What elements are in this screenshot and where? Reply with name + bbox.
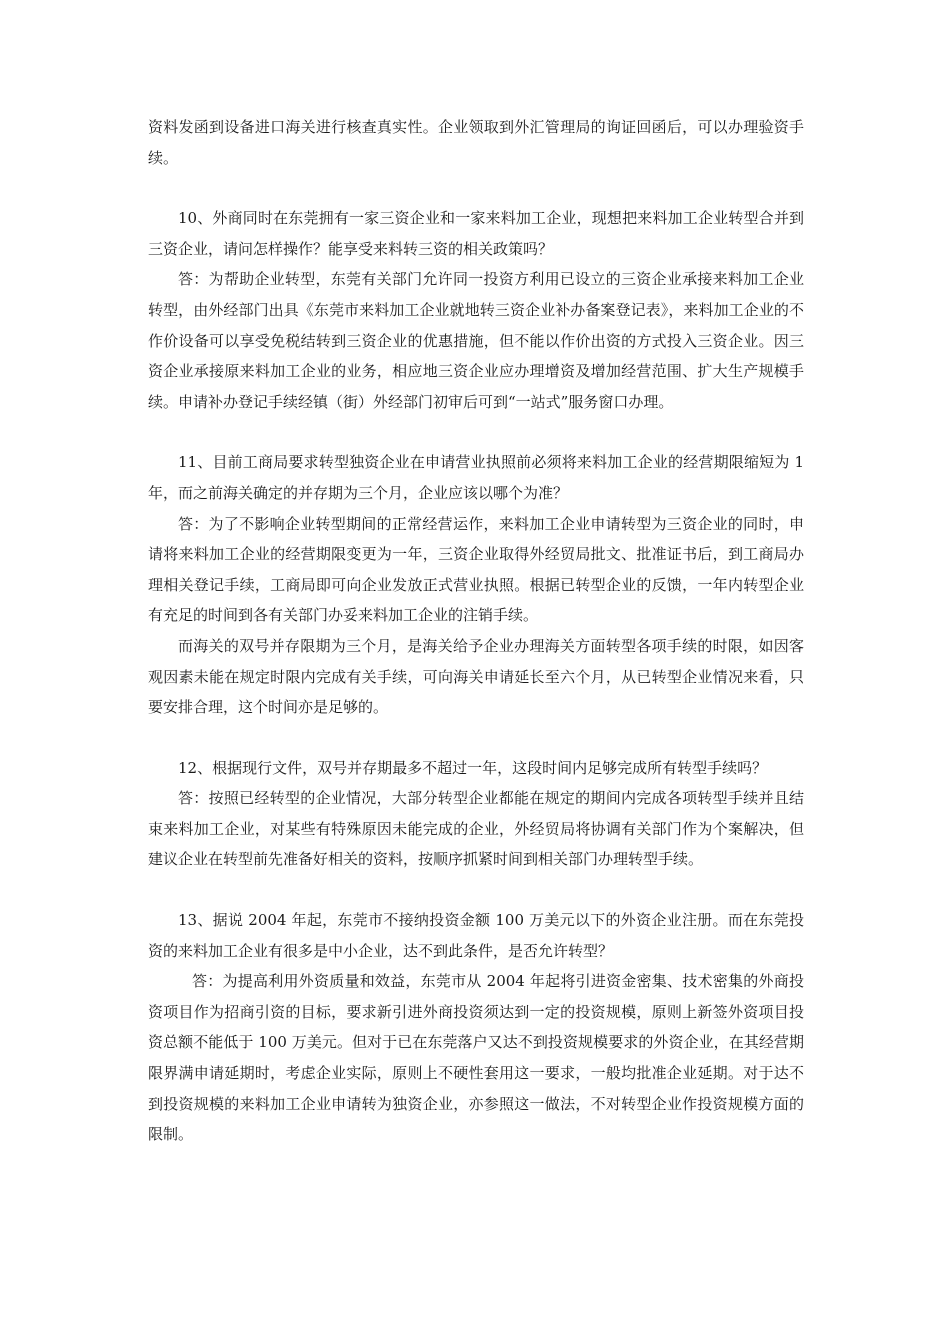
paragraph-gap: [148, 875, 804, 905]
question-12: 12、根据现行文件，双号并存期最多不超过一年，这段时间内足够完成所有转型手续吗？: [178, 758, 768, 777]
paragraph-gap: [148, 417, 804, 447]
paragraph-gap: [148, 723, 804, 753]
answer-13: 答：为提高利用外资质量和效益，东莞市从 2004 年起将引进资金密集、技术密集的外商投资项目作为招商引资的目标，要求新引进外商投资须达到一定的投资规模，原则上新签外资项目投资总额不能低于 100 万美元。但对于已在东莞落户又达不到投资规模要求的外资企业，在其经营期限界满申请延期时，考虑企业实际，原则上不硬性套用这一要求，一般均批准企业延期。对于达不到投资规模的来料加工企业申请转为独资企业，亦参照这一做法，不对转型企业作投资规模方面的限制。: [148, 972, 804, 1144]
paragraph-gap: [148, 173, 804, 203]
document-page: [148, 112, 804, 1150]
answer-10: 答：为帮助企业转型，东莞有关部门允许同一投资方利用已设立的三资企业承接来料加工企业转型，由外经部门出具《东莞市来料加工企业就地转三资企业补办备案登记表》，来料加工企业的不作价设备可以享受免税结转到三资企业的优惠措施，但不能以作价出资的方式投入三资企业。因三资企业承接原来料加工企业的业务，相应地三资企业应办理增资及增加经营范围、扩大生产规模手续。申请补办登记手续经镇（街）外经部门初审后可到“一站式”服务窗口办理。: [148, 270, 804, 411]
answer-12: 答：按照已经转型的企业情况，大部分转型企业都能在规定的期间内完成各项转型手续并且结束来料加工企业，对某些有特殊原因未能完成的企业，外经贸局将协调有关部门作为个案解决，但建议企业在转型前先准备好相关的资料，按顺序抓紧时间到相关部门办理转型手续。: [148, 789, 804, 869]
question-10: 10、外商同时在东莞拥有一家三资企业和一家来料加工企业，现想把来料加工企业转型合并到三资企业，请问怎样操作？能享受来料转三资的相关政策吗？: [148, 209, 804, 258]
answer-continuation-paragraph: 资料发函到设备进口海关进行核查真实性。企业领取到外汇管理局的询证回函后，可以办理验资手续。: [148, 118, 804, 167]
question-13: 13、据说 2004 年起，东莞市不接纳投资金额 100 万美元以下的外资企业注册。而在东莞投资的来料加工企业有很多是中小企业，达不到此条件，是否允许转型？: [148, 911, 804, 960]
answer-11-continued: 而海关的双号并存限期为三个月，是海关给予企业办理海关方面转型各项手续的时限，如因客观因素未能在规定时限内完成有关手续，可向海关申请延长至六个月，从已转型企业情况来看，只要安排合理，这个时间亦是足够的。: [148, 636, 804, 717]
answer-11: 答：为了不影响企业转型期间的正常经营运作，来料加工企业申请转型为三资企业的同时，申请将来料加工企业的经营期限变更为一年，三资企业取得外经贸局批文、批准证书后，到工商局办理相关登记手续，工商局即可向企业发放正式营业执照。根据已转型企业的反馈，一年内转型企业有充足的时间到各有关部门办妥来料加工企业的注销手续。: [148, 514, 804, 625]
question-11: 11、目前工商局要求转型独资企业在申请营业执照前必须将来料加工企业的经营期限缩短为 1 年，而之前海关确定的并存期为三个月，企业应该以哪个为准？: [148, 453, 804, 502]
